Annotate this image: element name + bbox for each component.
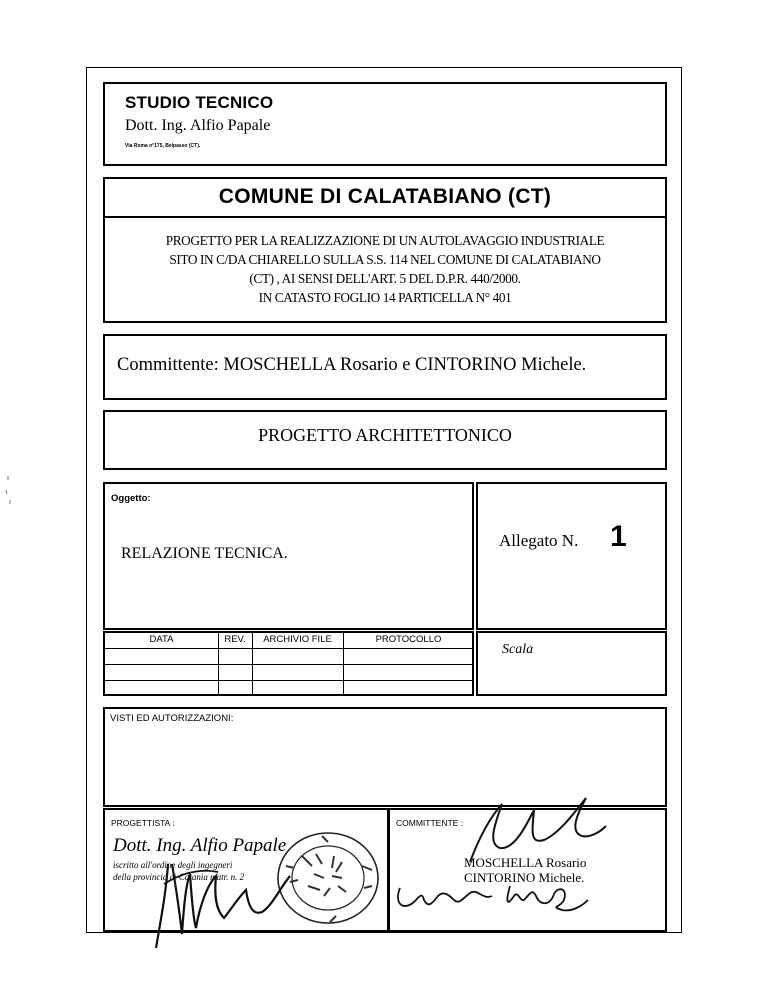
oggetto-value: RELAZIONE TECNICA.: [121, 545, 288, 562]
allegato-number: 1: [610, 520, 627, 553]
visti-label: VISTI ED AUTORIZZAZIONI:: [110, 713, 234, 724]
allegato-box: [476, 482, 667, 630]
studio-engineer-name: Dott. Ing. Alfio Papale: [125, 117, 271, 134]
project-line-3: (CT) , AI SENSI DELL'ART. 5 DEL D.P.R. 440/2000.: [249, 271, 521, 286]
row-divider-1: [105, 648, 472, 649]
project-description: [105, 231, 665, 307]
progetto-box: [103, 410, 667, 470]
committente-box: [103, 334, 667, 400]
committente-text: Committente: MOSCHELLA Rosario e CINTORINO Michele.: [117, 355, 587, 375]
project-line-4: IN CATASTO FOGLIO 14 PARTICELLA N° 401: [258, 290, 512, 305]
project-line-2: SITO IN C/DA CHIARELLO SULLA S.S. 114 NEL COMUNE DI CALATABIANO: [169, 252, 601, 267]
studio-title: STUDIO TECNICO: [125, 93, 274, 112]
margin-mark: [2, 470, 18, 510]
comune-box: [103, 177, 667, 323]
row-divider-3: [105, 680, 472, 681]
records-table: [103, 631, 474, 696]
committente-sign-name-2: CINTORINO Michele.: [464, 870, 585, 885]
header-data: DATA: [149, 634, 174, 645]
progettista-line-2: della provincia di Catania matr. n. 2: [113, 872, 245, 882]
studio-address: Via Roma n°175, Belpasso (CT).: [125, 143, 201, 149]
header-protocollo: PROTOCOLLO: [375, 634, 442, 645]
progettista-line-1: iscritto all'ordine degli ingegneri: [113, 860, 233, 870]
oggetto-box: [103, 482, 474, 630]
progettista-name: Dott. Ing. Alfio Papale: [113, 835, 287, 856]
committente-sign-name-1: MOSCHELLA Rosario: [464, 855, 587, 870]
oggetto-label: Oggetto:: [111, 493, 151, 504]
comune-divider: [105, 216, 665, 218]
committente-sign-label: COMMITTENTE :: [396, 818, 464, 828]
committente-signature-cintorino: [392, 866, 592, 926]
progettista-label: PROGETTISTA :: [111, 818, 175, 828]
row-divider-2: [105, 664, 472, 665]
scala-label: Scala: [502, 642, 534, 657]
committente-signature-moschella: [440, 786, 610, 866]
comune-title: COMUNE DI CALATABIANO (CT): [218, 185, 552, 208]
header-rev: REV.: [224, 634, 246, 645]
studio-box: [103, 82, 667, 166]
project-line-1: PROGETTO PER LA REALIZZAZIONE DI UN AUTOLAVAGGIO INDUSTRIALE: [165, 233, 605, 248]
progetto-title: PROGETTO ARCHITETTONICO: [258, 425, 512, 445]
header-archivio: ARCHIVIO FILE: [263, 634, 332, 645]
allegato-label: Allegato N.: [499, 531, 579, 550]
engineer-signature: [120, 824, 310, 954]
scala-box: [476, 631, 667, 696]
